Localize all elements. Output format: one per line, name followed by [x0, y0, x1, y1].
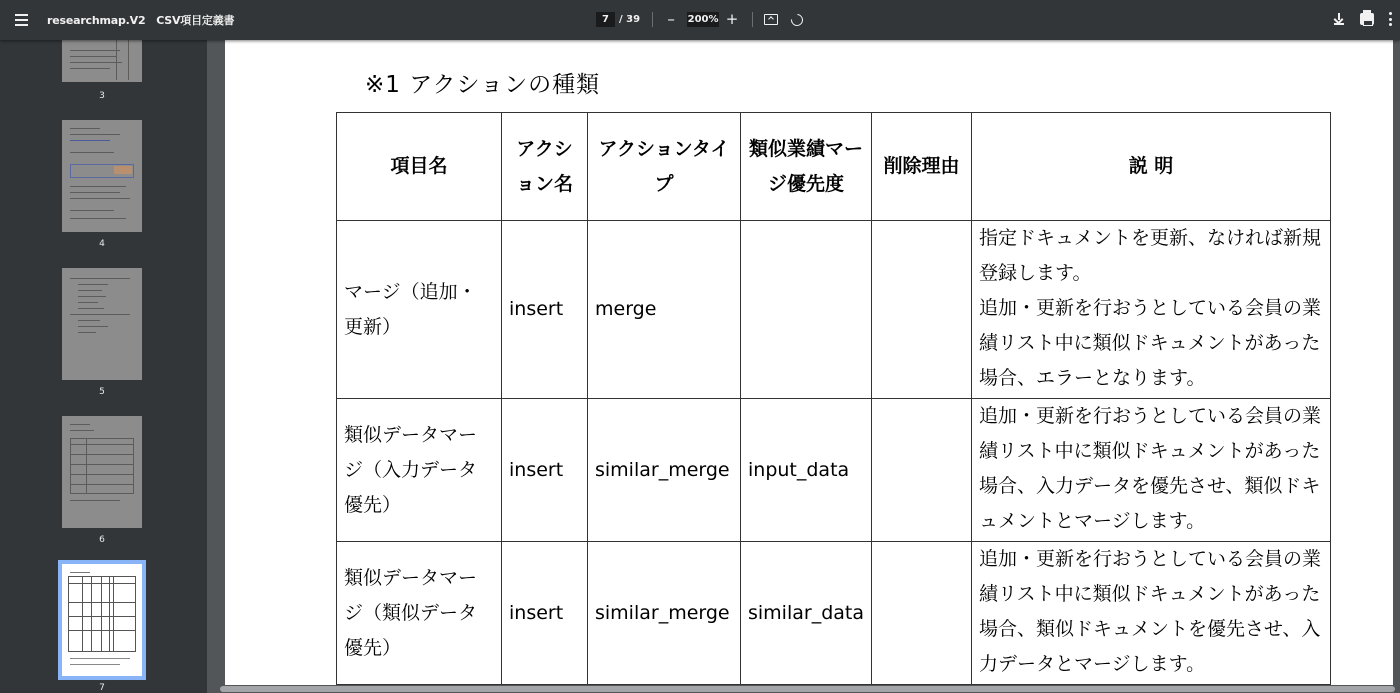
description-cell: 追加・更新を行おうとしている会員の業績リスト中に類似ドキュメントがあった場合、類似ドキュメントを優先させ、入力データとマージします。 [972, 542, 1331, 685]
page-thumbnail[interactable] [62, 40, 142, 82]
action-name-cell: insert [502, 542, 588, 685]
page-number-input[interactable]: 7 [596, 12, 615, 27]
horizontal-scrollbar[interactable] [220, 686, 1395, 692]
thumbnail-label: 5 [99, 387, 105, 397]
pdf-toolbar [0, 0, 1400, 40]
page-total: / 39 [619, 14, 641, 25]
thumbnail-label: 4 [99, 239, 105, 249]
zoom-out-button[interactable]: – [667, 10, 675, 28]
rotate-icon [789, 11, 806, 28]
menu-icon[interactable] [12, 10, 32, 30]
separator [752, 12, 753, 27]
thumbnail-label: 6 [99, 535, 105, 545]
zoom-level-input[interactable]: 200% [687, 14, 719, 25]
column-header: 削除理由 [872, 113, 972, 221]
delete-reason-cell [872, 542, 972, 685]
download-icon[interactable] [1332, 11, 1346, 27]
rotate-button[interactable] [789, 12, 805, 28]
table-row [337, 399, 1331, 542]
item-name-cell: 類似データマージ（入力データ優先） [337, 399, 502, 542]
action-type-cell: merge [588, 221, 741, 399]
column-header: 類似業績マージ優先度 [741, 113, 872, 221]
delete-reason-cell [872, 399, 972, 542]
merge-priority-cell: similar_data [741, 542, 872, 685]
print-icon[interactable] [1360, 13, 1374, 25]
separator [652, 12, 653, 27]
merge-priority-cell: input_data [741, 399, 872, 542]
page-thumbnail[interactable] [62, 120, 142, 232]
thumbnail-label: 3 [99, 91, 105, 101]
pdf-page [225, 40, 1393, 685]
fit-page-button[interactable] [763, 12, 779, 28]
action-name-cell: insert [502, 221, 588, 399]
merge-priority-cell [741, 221, 872, 399]
delete-reason-cell [872, 221, 972, 399]
section-heading: ※1 アクションの種類 [365, 72, 601, 98]
item-name-cell: 類似データマージ（類似データ優先） [337, 542, 502, 685]
action-type-cell: similar_merge [588, 542, 741, 685]
page-thumbnail[interactable] [62, 416, 142, 528]
table-row [337, 221, 1331, 399]
column-header: 項目名 [337, 113, 502, 221]
thumbnail-sidebar [0, 40, 207, 693]
zoom-in-button[interactable]: + [725, 10, 739, 28]
fit-page-icon [764, 14, 778, 25]
description-cell: 追加・更新を行おうとしている会員の業績リスト中に類似ドキュメントがあった場合、入力データを優先させ、類似ドキュメントとマージします。 [972, 399, 1331, 542]
action-type-cell: similar_merge [588, 399, 741, 542]
thumbnail-label: 7 [99, 683, 105, 693]
page-controls [596, 11, 805, 28]
document-viewer [207, 40, 1400, 693]
column-header: アクション名 [502, 113, 588, 221]
description-cell: 指定ドキュメントを更新、なければ新規登録します。 追加・更新を行おうとしている会員の業績リスト中に類似ドキュメントがあった場合、エラーとなります。 [972, 221, 1331, 399]
column-header: アクションタイプ [588, 113, 741, 221]
document-title: researchmap.V2 CSV項目定義書 [47, 14, 235, 27]
more-options-icon[interactable] [1388, 12, 1392, 26]
table-row [337, 542, 1331, 685]
table-header-row [337, 113, 1331, 221]
column-header: 説 明 [972, 113, 1331, 221]
actions-table [336, 112, 1331, 685]
item-name-cell: マージ（追加・更新） [337, 221, 502, 399]
page-thumbnail-selected[interactable] [62, 564, 142, 676]
page-thumbnail[interactable] [62, 268, 142, 380]
action-name-cell: insert [502, 399, 588, 542]
